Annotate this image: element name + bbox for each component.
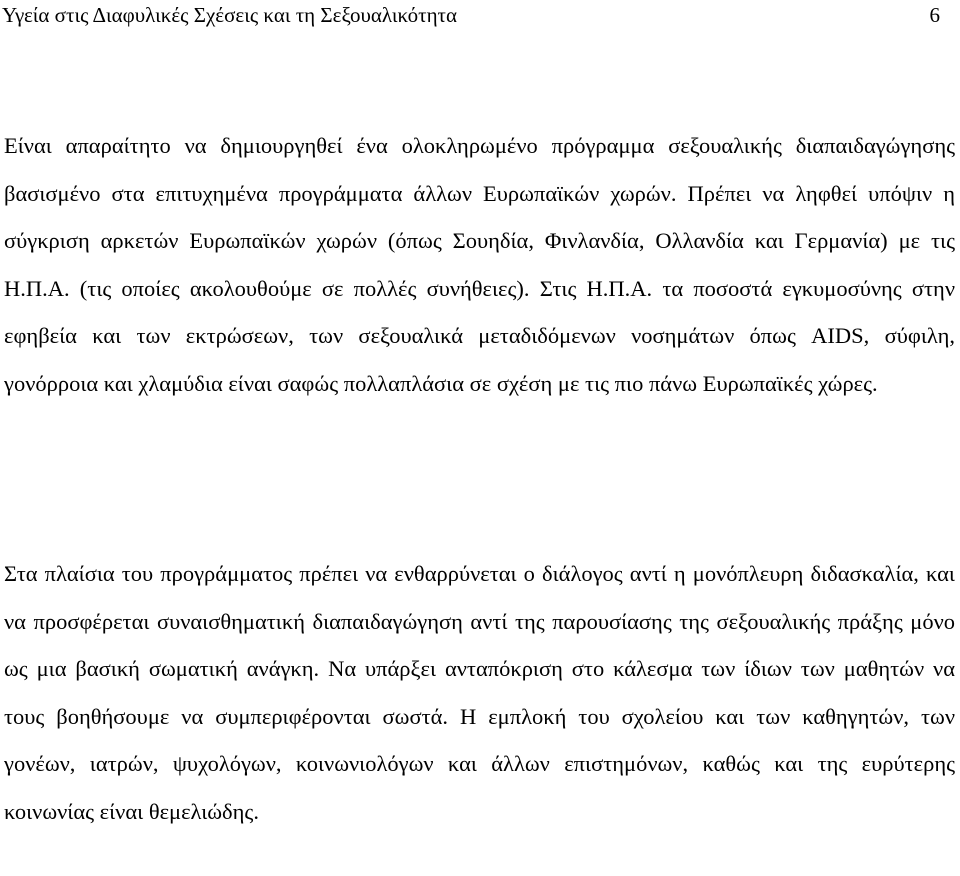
page-number: 6: [929, 3, 940, 27]
running-header: [2, 0, 940, 30]
header-title: Υγεία στις Διαφυλικές Σχέσεις και τη Σεξουαλικότητα: [2, 3, 457, 27]
body-paragraph-2: Στα πλαίσια του προγράμματος πρέπει να ενθαρρύνεται ο διάλογος αντί η μονόπλευρη διδασκαλία, και να προσφέρεται συναισθηματική διαπαιδαγώγηση αντί της παρουσίασης της σεξουαλικής πράξης μόνο ως μια βασική σωματική ανάγκη. Να υπάρξει ανταπόκριση στο κάλεσμα των ίδιων των μαθητών να τους βοηθήσουμε να συμπεριφέρονται σωστά. Η εμπλοκή του σχολείου και των καθηγητών, των γονέων, ιατρών, ψυχολόγων, κοινωνιολόγων και άλλων επιστημόνων, καθώς και της ευρύτερης κοινωνίας είναι θεμελιώδης.: [4, 561, 955, 824]
body-paragraph-1: Είναι απαραίτητο να δημιουργηθεί ένα ολοκληρωμένο πρόγραμμα σεξουαλικής διαπαιδαγώγησης βασισμένο στα επιτυχημένα προγράμματα άλλων Ευρωπαϊκών χωρών. Πρέπει να ληφθεί υπόψιν η σύγκριση αρκετών Ευρωπαϊκών χωρών (όπως Σουηδία, Φινλανδία, Ολλανδία και Γερμανία) με τις Η.Π.Α. (τις οποίες ακολουθούμε σε πολλές συνήθειες). Στις Η.Π.Α. τα ποσοστά εγκυμοσύνης στην εφηβεία και των εκτρώσεων, των σεξουαλικά μεταδιδόμενων νοσημάτων όπως AIDS, σύφιλη, γονόρροια και χλαμύδια είναι σαφώς πολλαπλάσια σε σχέση με τις πιο πάνω Ευρωπαϊκές χώρες.: [4, 133, 955, 396]
